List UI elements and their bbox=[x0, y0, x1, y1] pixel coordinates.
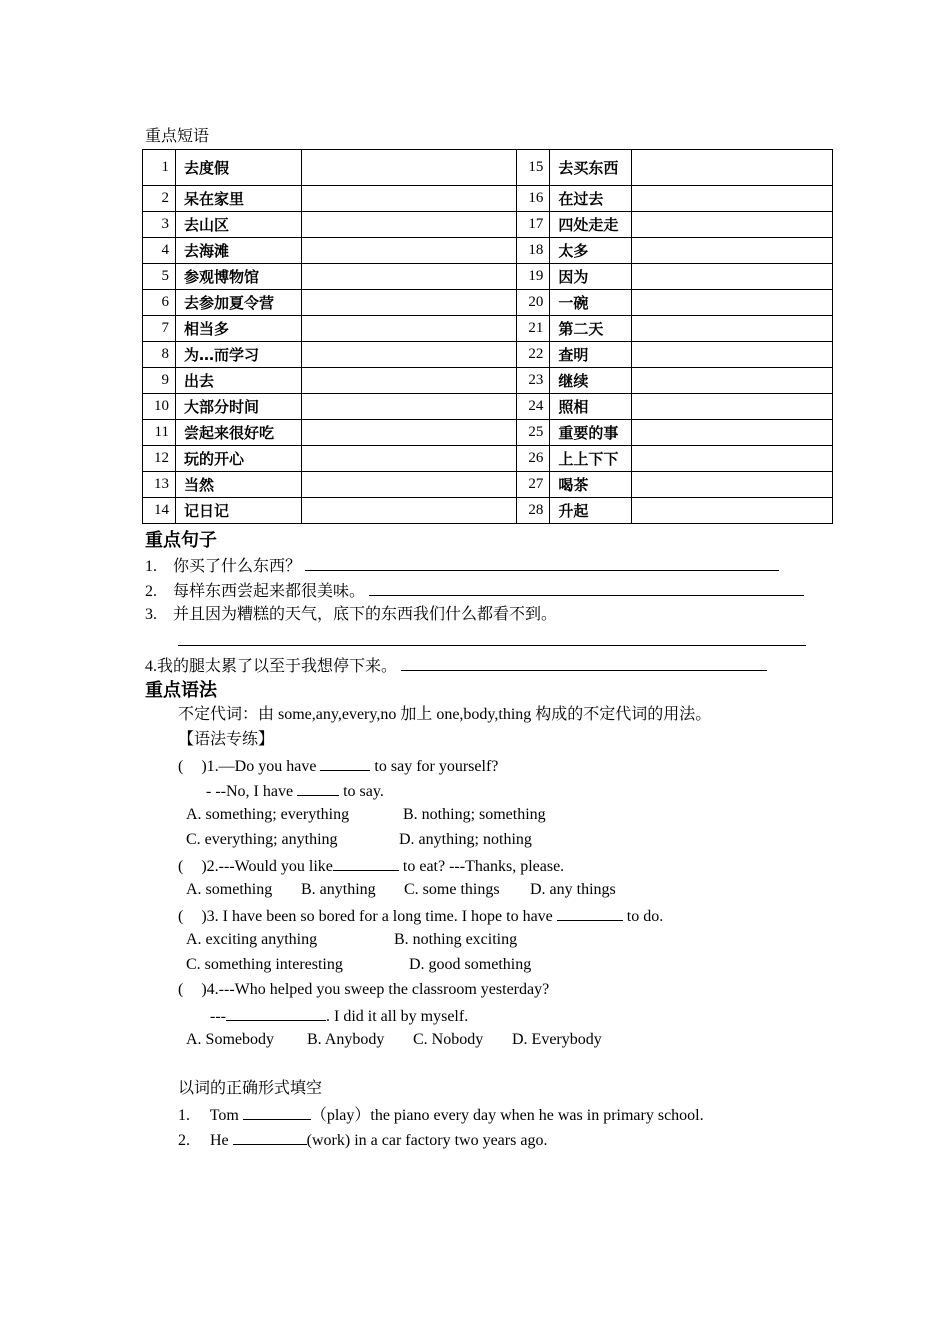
phrase-number: 7 bbox=[143, 316, 176, 342]
question-3-option-d[interactable]: D. good something bbox=[409, 956, 532, 973]
phrases-title: 重点短语 bbox=[145, 128, 210, 145]
phrase-chinese: 太多 bbox=[550, 238, 632, 264]
sentence-1-answer-line[interactable] bbox=[305, 554, 779, 571]
phrase-answer-cell[interactable] bbox=[632, 446, 833, 472]
question-1-option-c[interactable]: C. everything; anything bbox=[186, 831, 338, 848]
phrase-row bbox=[143, 186, 833, 212]
phrase-answer-cell[interactable] bbox=[632, 150, 833, 186]
question-4-reply-b: . I did it all by myself. bbox=[325, 1008, 469, 1025]
phrase-chinese: 去山区 bbox=[175, 212, 301, 238]
question-1-stem-a: )1.—Do you have bbox=[201, 758, 317, 775]
phrase-number: 11 bbox=[143, 420, 176, 446]
phrase-chinese: 因为 bbox=[550, 264, 632, 290]
sentence-1-number: 1. bbox=[145, 558, 157, 575]
question-3 bbox=[178, 904, 663, 928]
question-2-paren: ( bbox=[178, 858, 184, 875]
phrase-row bbox=[143, 472, 833, 498]
question-4-option-a[interactable]: A. Somebody bbox=[186, 1031, 274, 1048]
phrase-number: 23 bbox=[517, 368, 550, 394]
sentence-1 bbox=[145, 554, 779, 578]
phrase-chinese: 升起 bbox=[550, 498, 632, 524]
question-2-blank[interactable] bbox=[333, 854, 399, 871]
phrase-answer-cell[interactable] bbox=[632, 238, 833, 264]
phrase-number: 22 bbox=[517, 342, 550, 368]
grammar-intro: 不定代词：由 some,any,every,no 加上 one,body,thing 构成的不定代词的用法。 bbox=[178, 706, 712, 723]
phrase-number: 21 bbox=[517, 316, 550, 342]
phrase-chinese: 为…而学习 bbox=[175, 342, 301, 368]
phrase-chinese: 一碗 bbox=[550, 290, 632, 316]
phrase-row bbox=[143, 238, 833, 264]
fill-item-2-subject: He bbox=[210, 1132, 229, 1149]
phrase-answer-cell[interactable] bbox=[301, 498, 517, 524]
question-4-blank[interactable] bbox=[226, 1004, 326, 1021]
phrase-answer-cell[interactable] bbox=[632, 264, 833, 290]
fill-item-2-rest: (work) in a car factory two years ago. bbox=[306, 1132, 548, 1149]
question-4-line-2 bbox=[210, 1004, 468, 1028]
phrase-chinese: 尝起来很好吃 bbox=[175, 420, 301, 446]
phrase-chinese: 相当多 bbox=[175, 316, 301, 342]
phrase-chinese: 重要的事 bbox=[550, 420, 632, 446]
question-2-option-d[interactable]: D. any things bbox=[530, 881, 616, 898]
phrase-number: 12 bbox=[143, 446, 176, 472]
phrase-chinese: 大部分时间 bbox=[175, 394, 301, 420]
question-2 bbox=[178, 854, 564, 878]
phrase-answer-cell[interactable] bbox=[632, 342, 833, 368]
phrase-row bbox=[143, 342, 833, 368]
sentence-2-text: 每样东西尝起来都很美味。 bbox=[173, 583, 366, 600]
question-4-option-d[interactable]: D. Everybody bbox=[512, 1031, 602, 1048]
phrase-number: 16 bbox=[517, 186, 550, 212]
phrase-row bbox=[143, 420, 833, 446]
phrase-answer-cell[interactable] bbox=[301, 238, 517, 264]
phrase-number: 19 bbox=[517, 264, 550, 290]
phrase-number: 27 bbox=[517, 472, 550, 498]
fill-item-2-number: 2. bbox=[178, 1132, 190, 1149]
sentence-2 bbox=[145, 579, 804, 603]
sentence-4-text: 4.我的腿太累了以至于我想停下来。 bbox=[145, 658, 398, 675]
phrase-row bbox=[143, 212, 833, 238]
phrase-number: 8 bbox=[143, 342, 176, 368]
phrase-chinese: 四处走走 bbox=[550, 212, 632, 238]
question-3-blank[interactable] bbox=[557, 904, 623, 921]
question-1-stem-b: to say for yourself? bbox=[374, 758, 499, 775]
grammar-practice-label: 【语法专练】 bbox=[178, 731, 275, 748]
sentence-1-text: 你买了什么东西？ bbox=[173, 558, 302, 575]
question-4 bbox=[178, 979, 549, 1001]
phrase-row bbox=[143, 498, 833, 524]
phrase-row bbox=[143, 290, 833, 316]
phrase-answer-cell[interactable] bbox=[301, 150, 517, 186]
phrase-chinese: 喝茶 bbox=[550, 472, 632, 498]
phrase-chinese: 当然 bbox=[175, 472, 301, 498]
phrase-answer-cell[interactable] bbox=[301, 420, 517, 446]
phrase-answer-cell[interactable] bbox=[301, 316, 517, 342]
phrase-number: 14 bbox=[143, 498, 176, 524]
question-3-stem-a: )3. I have been so bored for a long time. I hope to have bbox=[201, 908, 553, 925]
question-1-reply-b: to say. bbox=[343, 783, 384, 800]
phrase-number: 24 bbox=[517, 394, 550, 420]
phrase-number: 2 bbox=[143, 186, 176, 212]
question-2-stem-a: )2.---Would you like bbox=[201, 858, 333, 875]
phrase-number: 10 bbox=[143, 394, 176, 420]
fill-item-1-number: 1. bbox=[178, 1107, 190, 1124]
phrase-row bbox=[143, 368, 833, 394]
fill-item-1-rest: （play）the piano every day when he was in primary school. bbox=[310, 1107, 704, 1124]
phrase-answer-cell[interactable] bbox=[632, 368, 833, 394]
phrase-chinese: 去买东西 bbox=[550, 150, 632, 186]
question-1-line-2 bbox=[206, 779, 384, 803]
fill-item-1-subject: Tom bbox=[209, 1107, 239, 1124]
question-1 bbox=[178, 754, 498, 778]
sentence-3-answer-line[interactable] bbox=[178, 645, 806, 646]
phrase-number: 13 bbox=[143, 472, 176, 498]
phrase-chinese: 继续 bbox=[550, 368, 632, 394]
question-2-option-b[interactable]: B. anything bbox=[301, 881, 376, 898]
phrase-chinese: 出去 bbox=[175, 368, 301, 394]
phrase-answer-cell[interactable] bbox=[301, 212, 517, 238]
fill-item-2-blank[interactable] bbox=[233, 1128, 307, 1145]
phrase-chinese: 去度假 bbox=[175, 150, 301, 186]
phrase-answer-cell[interactable] bbox=[632, 290, 833, 316]
sentence-3 bbox=[145, 604, 557, 626]
phrase-number: 18 bbox=[517, 238, 550, 264]
phrase-number: 20 bbox=[517, 290, 550, 316]
phrase-number: 28 bbox=[517, 498, 550, 524]
phrase-answer-cell[interactable] bbox=[301, 472, 517, 498]
question-1-option-b[interactable]: B. nothing; something bbox=[403, 806, 546, 823]
question-1-option-a[interactable]: A. something; everything bbox=[186, 806, 350, 823]
phrase-answer-cell[interactable] bbox=[301, 342, 517, 368]
phrase-chinese: 去海滩 bbox=[175, 238, 301, 264]
phrase-number: 1 bbox=[143, 150, 176, 186]
question-1-blank-1[interactable] bbox=[320, 754, 370, 771]
question-3-stem-b: to do. bbox=[626, 908, 664, 925]
fill-item-2 bbox=[178, 1128, 547, 1152]
phrase-chinese: 去参加夏令营 bbox=[175, 290, 301, 316]
phrase-answer-cell[interactable] bbox=[301, 368, 517, 394]
phrase-answer-cell[interactable] bbox=[632, 316, 833, 342]
sentence-4 bbox=[145, 654, 767, 678]
phrase-answer-cell[interactable] bbox=[301, 264, 517, 290]
question-1-paren: ( bbox=[178, 758, 184, 775]
phrase-chinese: 参观博物馆 bbox=[175, 264, 301, 290]
question-2-option-a[interactable]: A. something bbox=[186, 881, 273, 898]
question-2-option-c[interactable]: C. some things bbox=[404, 881, 500, 898]
question-4-paren: ( bbox=[178, 981, 184, 998]
phrase-answer-cell[interactable] bbox=[301, 394, 517, 420]
phrase-chinese: 上上下下 bbox=[550, 446, 632, 472]
sentence-2-answer-line[interactable] bbox=[369, 579, 804, 596]
phrase-number: 4 bbox=[143, 238, 176, 264]
phrase-answer-cell[interactable] bbox=[632, 498, 833, 524]
phrase-row bbox=[143, 446, 833, 472]
phrase-row bbox=[143, 316, 833, 342]
sentence-3-text: 并且因为糟糕的天气，底下的东西我们什么都看不到。 bbox=[173, 606, 558, 623]
phrase-answer-cell[interactable] bbox=[632, 472, 833, 498]
phrase-answer-cell[interactable] bbox=[301, 290, 517, 316]
question-1-option-d[interactable]: D. anything; nothing bbox=[399, 831, 532, 848]
question-4-option-b[interactable]: B. Anybody bbox=[307, 1031, 385, 1048]
phrase-number: 3 bbox=[143, 212, 176, 238]
phrase-number: 6 bbox=[143, 290, 176, 316]
fill-item-1-blank[interactable] bbox=[243, 1103, 311, 1120]
grammar-title: 重点语法 bbox=[145, 680, 217, 701]
phrase-row bbox=[143, 150, 833, 186]
question-3-option-a[interactable]: A. exciting anything bbox=[186, 931, 318, 948]
question-1-reply-a: - --No, I have bbox=[206, 783, 294, 800]
phrase-chinese: 在过去 bbox=[550, 186, 632, 212]
phrase-answer-cell[interactable] bbox=[632, 212, 833, 238]
question-4-reply-a: --- bbox=[210, 1008, 226, 1025]
phrase-number: 15 bbox=[517, 150, 550, 186]
phrase-number: 9 bbox=[143, 368, 176, 394]
phrase-row bbox=[143, 264, 833, 290]
sentence-4-answer-line[interactable] bbox=[401, 654, 767, 671]
question-3-option-c[interactable]: C. something interesting bbox=[186, 956, 343, 973]
question-4-stem-a: )4.---Who helped you sweep the classroom yesterday? bbox=[201, 981, 550, 998]
question-3-option-b[interactable]: B. nothing exciting bbox=[394, 931, 518, 948]
phrase-chinese: 玩的开心 bbox=[175, 446, 301, 472]
phrase-number: 26 bbox=[517, 446, 550, 472]
sentence-3-number: 3. bbox=[145, 606, 157, 623]
phrase-answer-cell[interactable] bbox=[632, 186, 833, 212]
phrase-answer-cell[interactable] bbox=[632, 420, 833, 446]
fill-title: 以词的正确形式填空 bbox=[178, 1080, 323, 1097]
phrase-chinese: 记日记 bbox=[175, 498, 301, 524]
fill-item-1 bbox=[178, 1103, 704, 1127]
question-3-paren: ( bbox=[178, 908, 184, 925]
phrase-number: 17 bbox=[517, 212, 550, 238]
phrase-chinese: 呆在家里 bbox=[175, 186, 301, 212]
phrase-number: 25 bbox=[517, 420, 550, 446]
question-4-option-c[interactable]: C. Nobody bbox=[413, 1031, 484, 1048]
question-1-blank-2[interactable] bbox=[297, 779, 339, 796]
phrase-number: 5 bbox=[143, 264, 176, 290]
phrase-answer-cell[interactable] bbox=[301, 186, 517, 212]
sentences-title: 重点句子 bbox=[145, 530, 217, 551]
phrase-answer-cell[interactable] bbox=[632, 394, 833, 420]
phrase-row bbox=[143, 394, 833, 420]
phrase-answer-cell[interactable] bbox=[301, 446, 517, 472]
phrase-chinese: 照相 bbox=[550, 394, 632, 420]
phrase-chinese: 第二天 bbox=[550, 316, 632, 342]
phrases-table bbox=[142, 149, 833, 524]
question-2-stem-b: to eat? ---Thanks, please. bbox=[402, 858, 565, 875]
phrase-chinese: 查明 bbox=[550, 342, 632, 368]
sentence-2-number: 2. bbox=[145, 583, 157, 600]
